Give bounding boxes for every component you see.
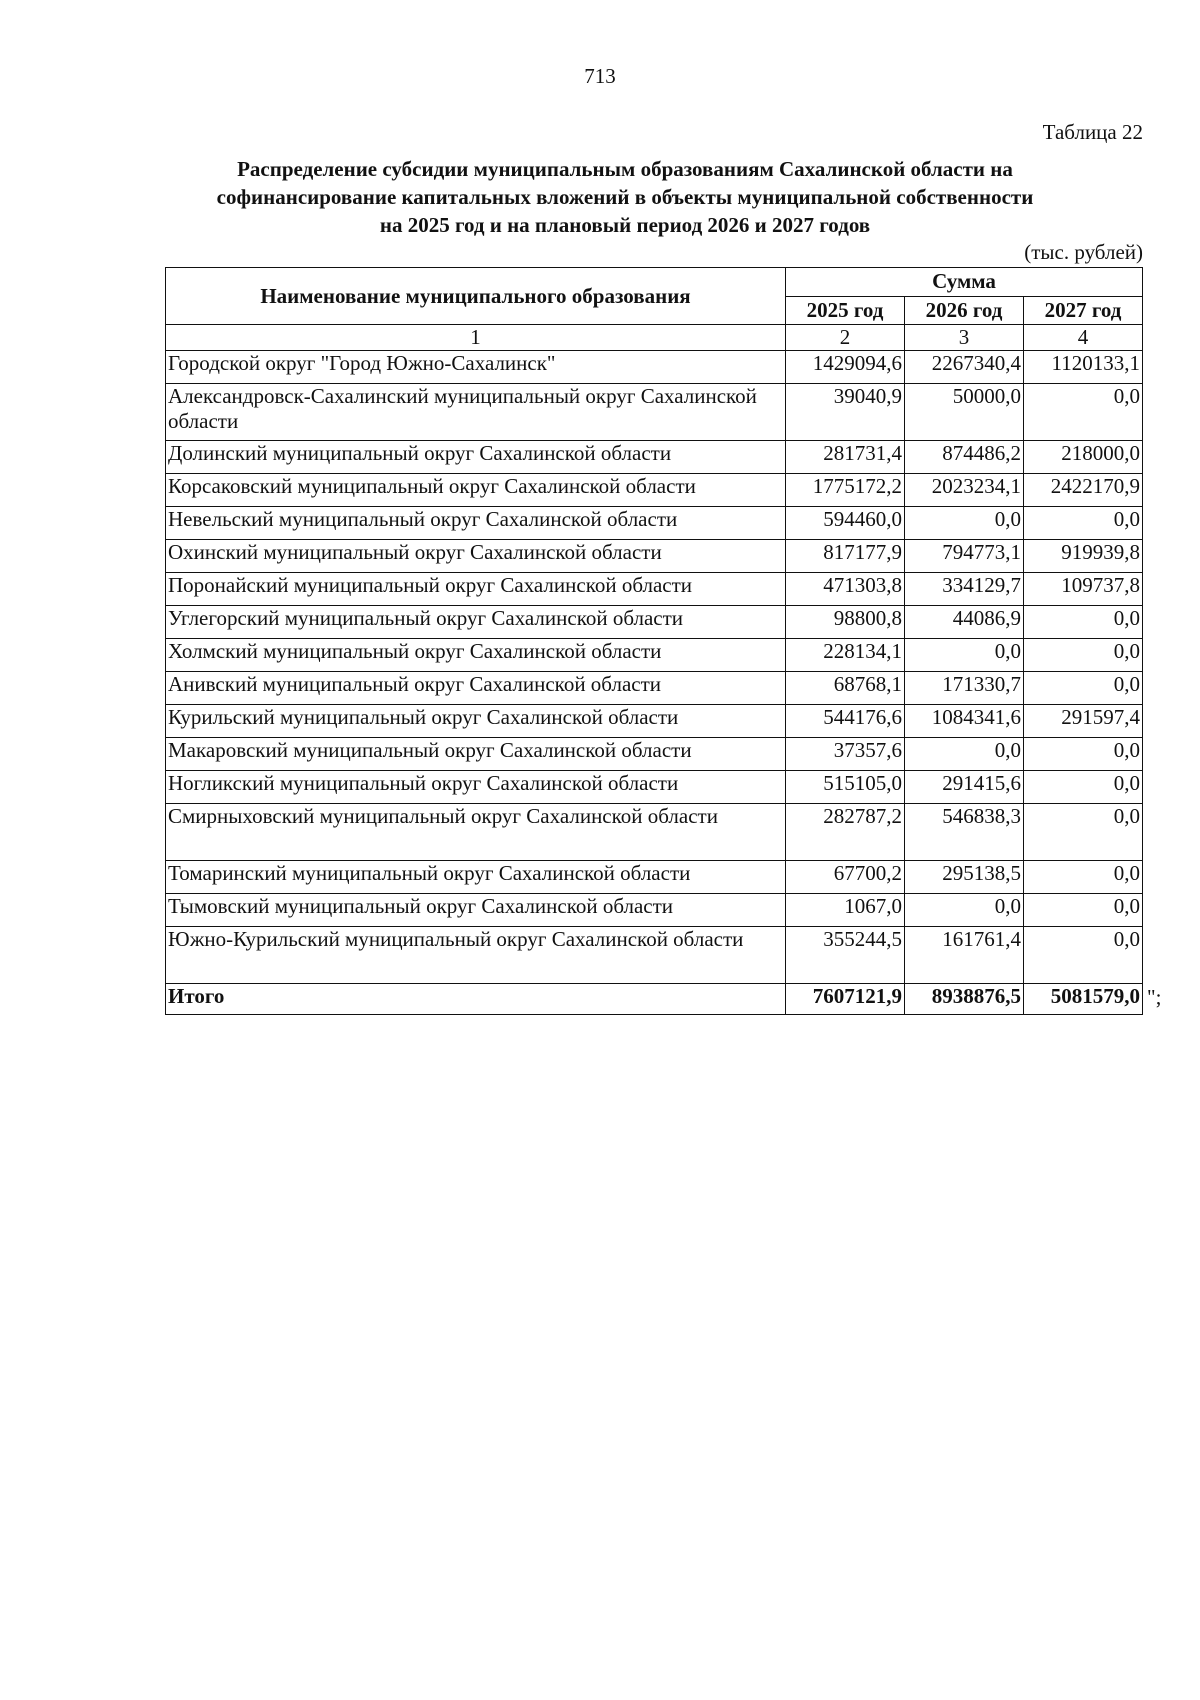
value-2025: 67700,2 [786,861,905,894]
value-2026: 1084341,6 [905,705,1024,738]
municipality-name: Углегорский муниципальный округ Сахалинской области [166,606,786,639]
value-2025: 544176,6 [786,705,905,738]
table-row [166,804,1143,861]
value-2025: 817177,9 [786,540,905,573]
value-2027: 0,0 [1024,672,1143,705]
value-2027: 0,0 [1024,894,1143,927]
total-2026: 8938876,5 [905,984,1024,1015]
value-2025: 515105,0 [786,771,905,804]
header-year-2025: 2025 год [786,296,905,325]
value-2027: 0,0 [1024,507,1143,540]
value-2025: 282787,2 [786,804,905,861]
municipality-name: Томаринский муниципальный округ Сахалинской области [166,861,786,894]
title-line-3: на 2025 год и на плановый период 2026 и 2027 годов [379,213,871,237]
municipality-name: Охинский муниципальный округ Сахалинской области [166,540,786,573]
column-number: 1 [166,325,786,351]
header-year-2027: 2027 год [1024,296,1143,325]
table-row [166,639,1143,672]
value-2026: 291415,6 [905,771,1024,804]
title-line-1: Распределение субсидии муниципальным образованиям Сахалинской области на [237,157,1013,181]
value-2026: 295138,5 [905,861,1024,894]
total-2027: 5081579,0 [1024,984,1143,1015]
value-2027: 0,0 [1024,606,1143,639]
municipality-name: Поронайский муниципальный округ Сахалинской области [166,573,786,606]
municipality-name: Холмский муниципальный округ Сахалинской области [166,639,786,672]
value-2025: 594460,0 [786,507,905,540]
value-2026: 794773,1 [905,540,1024,573]
municipality-name: Южно-Курильский муниципальный округ Сахалинской области [166,927,786,984]
table-row [166,384,1143,441]
table-row [166,738,1143,771]
value-2027: 0,0 [1024,639,1143,672]
value-2027: 0,0 [1024,738,1143,771]
column-number: 4 [1024,325,1143,351]
value-2025: 68768,1 [786,672,905,705]
value-2025: 98800,8 [786,606,905,639]
value-2027: 0,0 [1024,384,1143,441]
value-2027: 919939,8 [1024,540,1143,573]
table-row [166,573,1143,606]
value-2025: 1067,0 [786,894,905,927]
value-2027: 0,0 [1024,771,1143,804]
table-row [166,861,1143,894]
table-row [166,927,1143,984]
title-line-2: софинансирование капитальных вложений в объекты муниципальной собственности [216,185,1034,209]
value-2025: 39040,9 [786,384,905,441]
value-2026: 0,0 [905,507,1024,540]
header-name: Наименование муниципального образования [166,268,786,325]
table-row [166,771,1143,804]
total-label: Итого [166,984,786,1015]
value-2026: 0,0 [905,738,1024,771]
value-2026: 171330,7 [905,672,1024,705]
municipality-name: Анивский муниципальный округ Сахалинской области [166,672,786,705]
value-2026: 546838,3 [905,804,1024,861]
municipality-name: Ногликский муниципальный округ Сахалинской области [166,771,786,804]
value-2027: 2422170,9 [1024,474,1143,507]
value-2026: 2023234,1 [905,474,1024,507]
table-row [166,351,1143,384]
municipality-name: Корсаковский муниципальный округ Сахалинской области [166,474,786,507]
header-sum: Сумма [786,268,1143,297]
value-2027: 109737,8 [1024,573,1143,606]
column-number: 2 [786,325,905,351]
subsidy-table [165,267,1143,1015]
value-2025: 37357,6 [786,738,905,771]
value-2027: 218000,0 [1024,441,1143,474]
municipality-name: Александровск-Сахалинский муниципальный округ Сахалинской области [166,384,786,441]
municipality-name: Невельский муниципальный округ Сахалинской области [166,507,786,540]
value-2027: 291597,4 [1024,705,1143,738]
table-label: Таблица 22 [1042,120,1143,144]
table-row [166,606,1143,639]
value-2025: 1775172,2 [786,474,905,507]
closing-quote-mark: "; [1147,985,1162,1009]
value-2025: 355244,5 [786,927,905,984]
table-body [166,325,1143,1015]
value-2026: 50000,0 [905,384,1024,441]
value-2026: 2267340,4 [905,351,1024,384]
value-2026: 44086,9 [905,606,1024,639]
table-row [166,507,1143,540]
value-2027: 0,0 [1024,927,1143,984]
value-2025: 228134,1 [786,639,905,672]
table-row [166,474,1143,507]
value-2027: 1120133,1 [1024,351,1143,384]
total-2025: 7607121,9 [786,984,905,1015]
value-2027: 0,0 [1024,861,1143,894]
value-2026: 874486,2 [905,441,1024,474]
total-row [166,984,1143,1015]
municipality-name: Тымовский муниципальный округ Сахалинской области [166,894,786,927]
table-row [166,672,1143,705]
page-number: 713 [584,64,616,88]
document-title [160,155,1090,239]
value-2026: 334129,7 [905,573,1024,606]
municipality-name: Смирныховский муниципальный округ Сахалинской области [166,804,786,861]
value-2026: 161761,4 [905,927,1024,984]
table-row [166,894,1143,927]
table-row [166,705,1143,738]
municipality-name: Городской округ "Город Южно-Сахалинск" [166,351,786,384]
column-number: 3 [905,325,1024,351]
table-row [166,540,1143,573]
municipality-name: Долинский муниципальный округ Сахалинской области [166,441,786,474]
value-2026: 0,0 [905,894,1024,927]
value-2026: 0,0 [905,639,1024,672]
table-row [166,441,1143,474]
municipality-name: Макаровский муниципальный округ Сахалинской области [166,738,786,771]
value-2025: 281731,4 [786,441,905,474]
header-year-2026: 2026 год [905,296,1024,325]
municipality-name: Курильский муниципальный округ Сахалинской области [166,705,786,738]
value-2025: 471303,8 [786,573,905,606]
value-2025: 1429094,6 [786,351,905,384]
value-2027: 0,0 [1024,804,1143,861]
column-number-row [166,325,1143,351]
units-label: (тыс. рублей) [1024,240,1143,264]
